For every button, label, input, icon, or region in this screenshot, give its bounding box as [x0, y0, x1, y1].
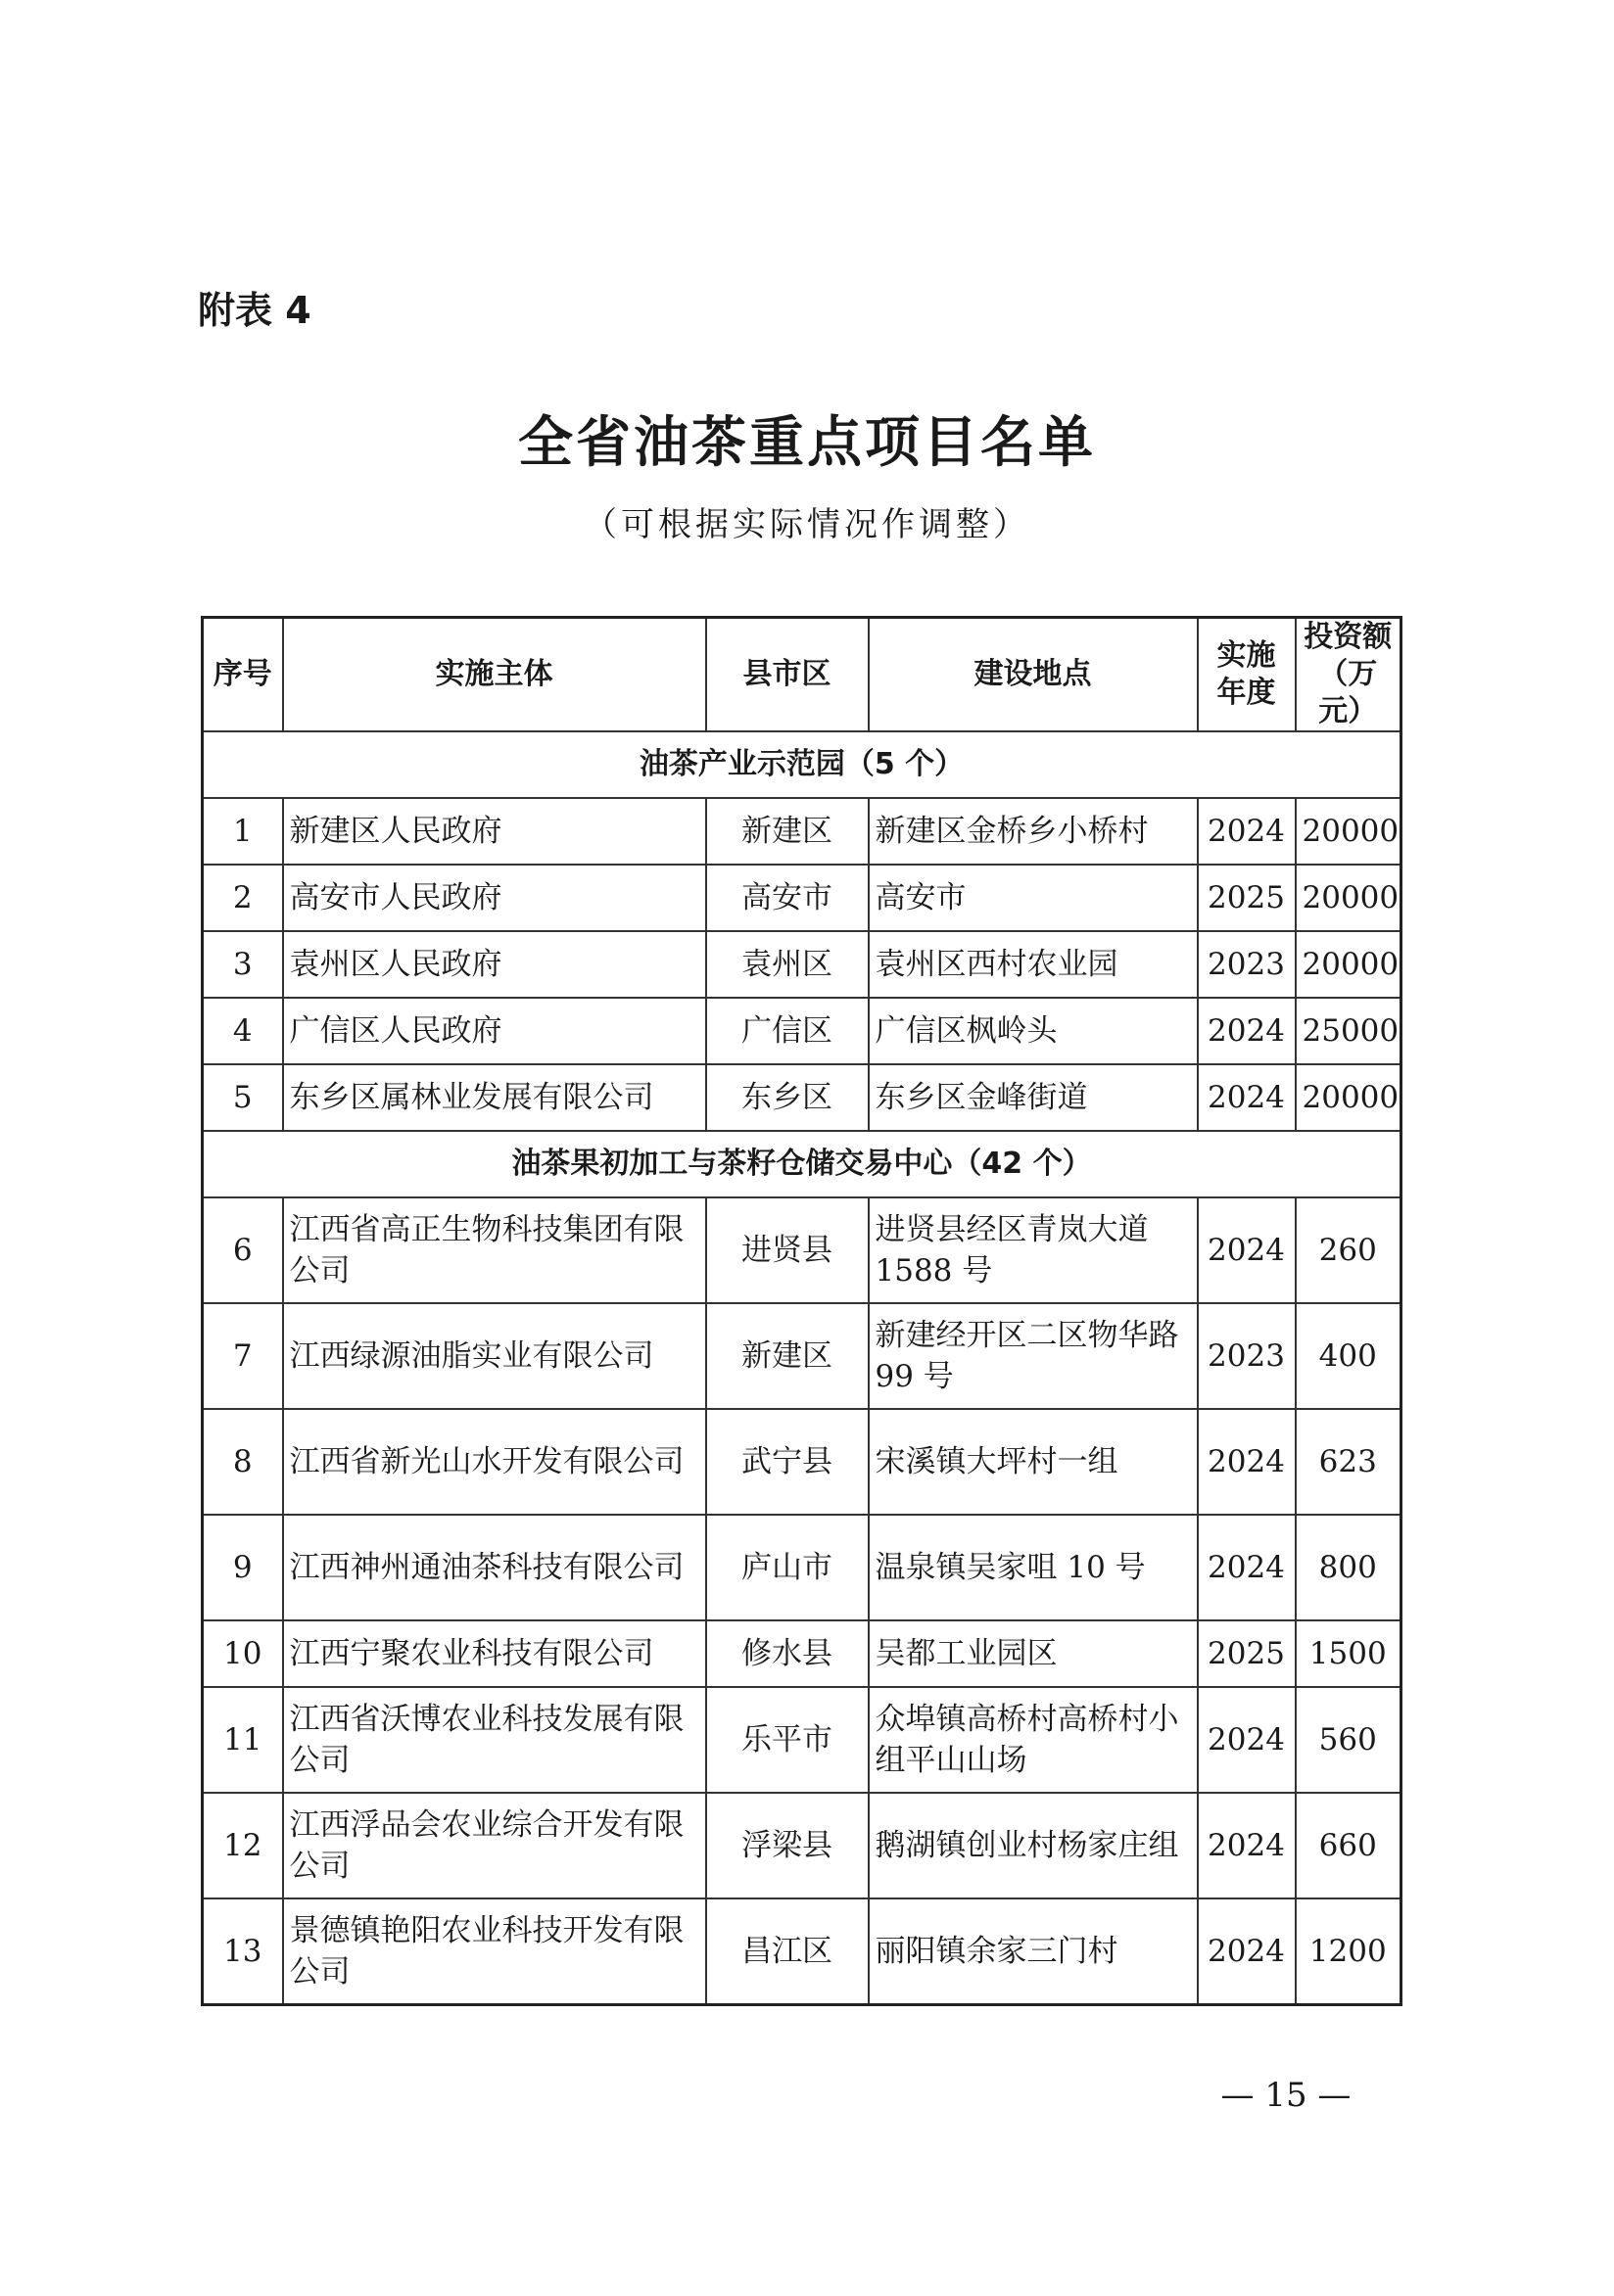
row-year: 2024 [1198, 1064, 1296, 1131]
header-entity: 实施主体 [283, 618, 706, 732]
table-row [203, 1064, 1401, 1131]
row-location: 吴都工业园区 [869, 1620, 1198, 1687]
row-county: 浮梁县 [706, 1793, 869, 1898]
row-index: 10 [203, 1620, 283, 1687]
row-index: 9 [203, 1515, 283, 1620]
row-location: 温泉镇吴家咀 10 号 [869, 1515, 1198, 1620]
row-county: 乐平市 [706, 1687, 869, 1793]
row-county: 武宁县 [706, 1409, 869, 1515]
row-county: 东乡区 [706, 1064, 869, 1131]
table-row [203, 1515, 1401, 1620]
table-row [203, 1687, 1401, 1793]
row-location: 东乡区金峰街道 [869, 1064, 1198, 1131]
section-title: 油茶产业示范园（5 个） [203, 731, 1401, 798]
row-entity: 江西省新光山水开发有限公司 [283, 1409, 706, 1515]
row-county: 庐山市 [706, 1515, 869, 1620]
row-index: 8 [203, 1409, 283, 1515]
row-county: 昌江区 [706, 1898, 869, 2005]
row-location: 新建经开区二区物华路 99 号 [869, 1303, 1198, 1409]
row-location: 高安市 [869, 865, 1198, 931]
row-entity: 广信区人民政府 [283, 998, 706, 1064]
row-county: 袁州区 [706, 931, 869, 998]
row-county: 广信区 [706, 998, 869, 1064]
table-row [203, 1409, 1401, 1515]
appendix-label: 附表 4 [198, 289, 311, 332]
row-county: 新建区 [706, 798, 869, 865]
row-index: 2 [203, 865, 283, 931]
row-entity: 高安市人民政府 [283, 865, 706, 931]
table-row [203, 1620, 1401, 1687]
row-index: 11 [203, 1687, 283, 1793]
row-index: 4 [203, 998, 283, 1064]
row-year: 2023 [1198, 931, 1296, 998]
row-year: 2024 [1198, 1409, 1296, 1515]
row-county: 新建区 [706, 1303, 869, 1409]
row-year: 2024 [1198, 1687, 1296, 1793]
row-investment: 560 [1296, 1687, 1401, 1793]
section-header-row [203, 1131, 1401, 1197]
row-location: 新建区金桥乡小桥村 [869, 798, 1198, 865]
row-year: 2025 [1198, 1620, 1296, 1687]
row-county: 进贤县 [706, 1197, 869, 1303]
table-header-row [203, 618, 1401, 732]
row-year: 2024 [1198, 798, 1296, 865]
row-year: 2024 [1198, 998, 1296, 1064]
row-entity: 东乡区属林业发展有限公司 [283, 1064, 706, 1131]
row-index: 13 [203, 1898, 283, 2005]
row-index: 1 [203, 798, 283, 865]
row-investment: 20000 [1296, 931, 1401, 998]
row-location: 众埠镇高桥村高桥村小组平山山场 [869, 1687, 1198, 1793]
row-entity: 江西浮品会农业综合开发有限公司 [283, 1793, 706, 1898]
header-county: 县市区 [706, 618, 869, 732]
row-location: 进贤县经区青岚大道 1588 号 [869, 1197, 1198, 1303]
row-location: 袁州区西村农业园 [869, 931, 1198, 998]
row-year: 2024 [1198, 1793, 1296, 1898]
table-row [203, 1197, 1401, 1303]
row-investment: 20000 [1296, 865, 1401, 931]
row-index: 5 [203, 1064, 283, 1131]
row-entity: 江西神州通油茶科技有限公司 [283, 1515, 706, 1620]
project-table [201, 616, 1402, 2006]
section-title: 油茶果初加工与茶籽仓储交易中心（42 个） [203, 1131, 1401, 1197]
row-investment: 260 [1296, 1197, 1401, 1303]
header-investment: 投资额（万元） [1296, 618, 1401, 732]
row-index: 3 [203, 931, 283, 998]
table-row [203, 865, 1401, 931]
row-location: 鹅湖镇创业村杨家庄组 [869, 1793, 1198, 1898]
row-year: 2024 [1198, 1197, 1296, 1303]
header-year: 实施年度 [1198, 618, 1296, 732]
row-location: 宋溪镇大坪村一组 [869, 1409, 1198, 1515]
row-location: 广信区枫岭头 [869, 998, 1198, 1064]
row-entity: 景德镇艳阳农业科技开发有限公司 [283, 1898, 706, 2005]
header-index: 序号 [203, 618, 283, 732]
row-investment: 25000 [1296, 998, 1401, 1064]
row-entity: 江西省高正生物科技集团有限公司 [283, 1197, 706, 1303]
section-header-row [203, 731, 1401, 798]
table-row [203, 798, 1401, 865]
row-county: 修水县 [706, 1620, 869, 1687]
row-investment: 1200 [1296, 1898, 1401, 2005]
row-investment: 400 [1296, 1303, 1401, 1409]
row-year: 2025 [1198, 865, 1296, 931]
row-investment: 660 [1296, 1793, 1401, 1898]
row-index: 6 [203, 1197, 283, 1303]
table-body [203, 731, 1401, 2005]
row-year: 2024 [1198, 1515, 1296, 1620]
row-year: 2024 [1198, 1898, 1296, 2005]
row-entity: 袁州区人民政府 [283, 931, 706, 998]
row-investment: 20000 [1296, 798, 1401, 865]
row-entity: 江西省沃博农业科技发展有限公司 [283, 1687, 706, 1793]
row-investment: 20000 [1296, 1064, 1401, 1131]
row-investment: 623 [1296, 1409, 1401, 1515]
row-year: 2023 [1198, 1303, 1296, 1409]
document-subtitle: （可根据实际情况作调整） [584, 505, 1030, 544]
table-row [203, 1793, 1401, 1898]
table-row [203, 998, 1401, 1064]
row-location: 丽阳镇余家三门村 [869, 1898, 1198, 2005]
table-row [203, 931, 1401, 998]
row-investment: 1500 [1296, 1620, 1401, 1687]
row-entity: 新建区人民政府 [283, 798, 706, 865]
row-county: 高安市 [706, 865, 869, 931]
table-row [203, 1898, 1401, 2005]
document-title: 全省油茶重点项目名单 [518, 411, 1096, 475]
header-location: 建设地点 [869, 618, 1198, 732]
page-number: — 15 — [1220, 2076, 1352, 2115]
row-index: 7 [203, 1303, 283, 1409]
row-entity: 江西宁聚农业科技有限公司 [283, 1620, 706, 1687]
table-row [203, 1303, 1401, 1409]
row-entity: 江西绿源油脂实业有限公司 [283, 1303, 706, 1409]
row-investment: 800 [1296, 1515, 1401, 1620]
row-index: 12 [203, 1793, 283, 1898]
